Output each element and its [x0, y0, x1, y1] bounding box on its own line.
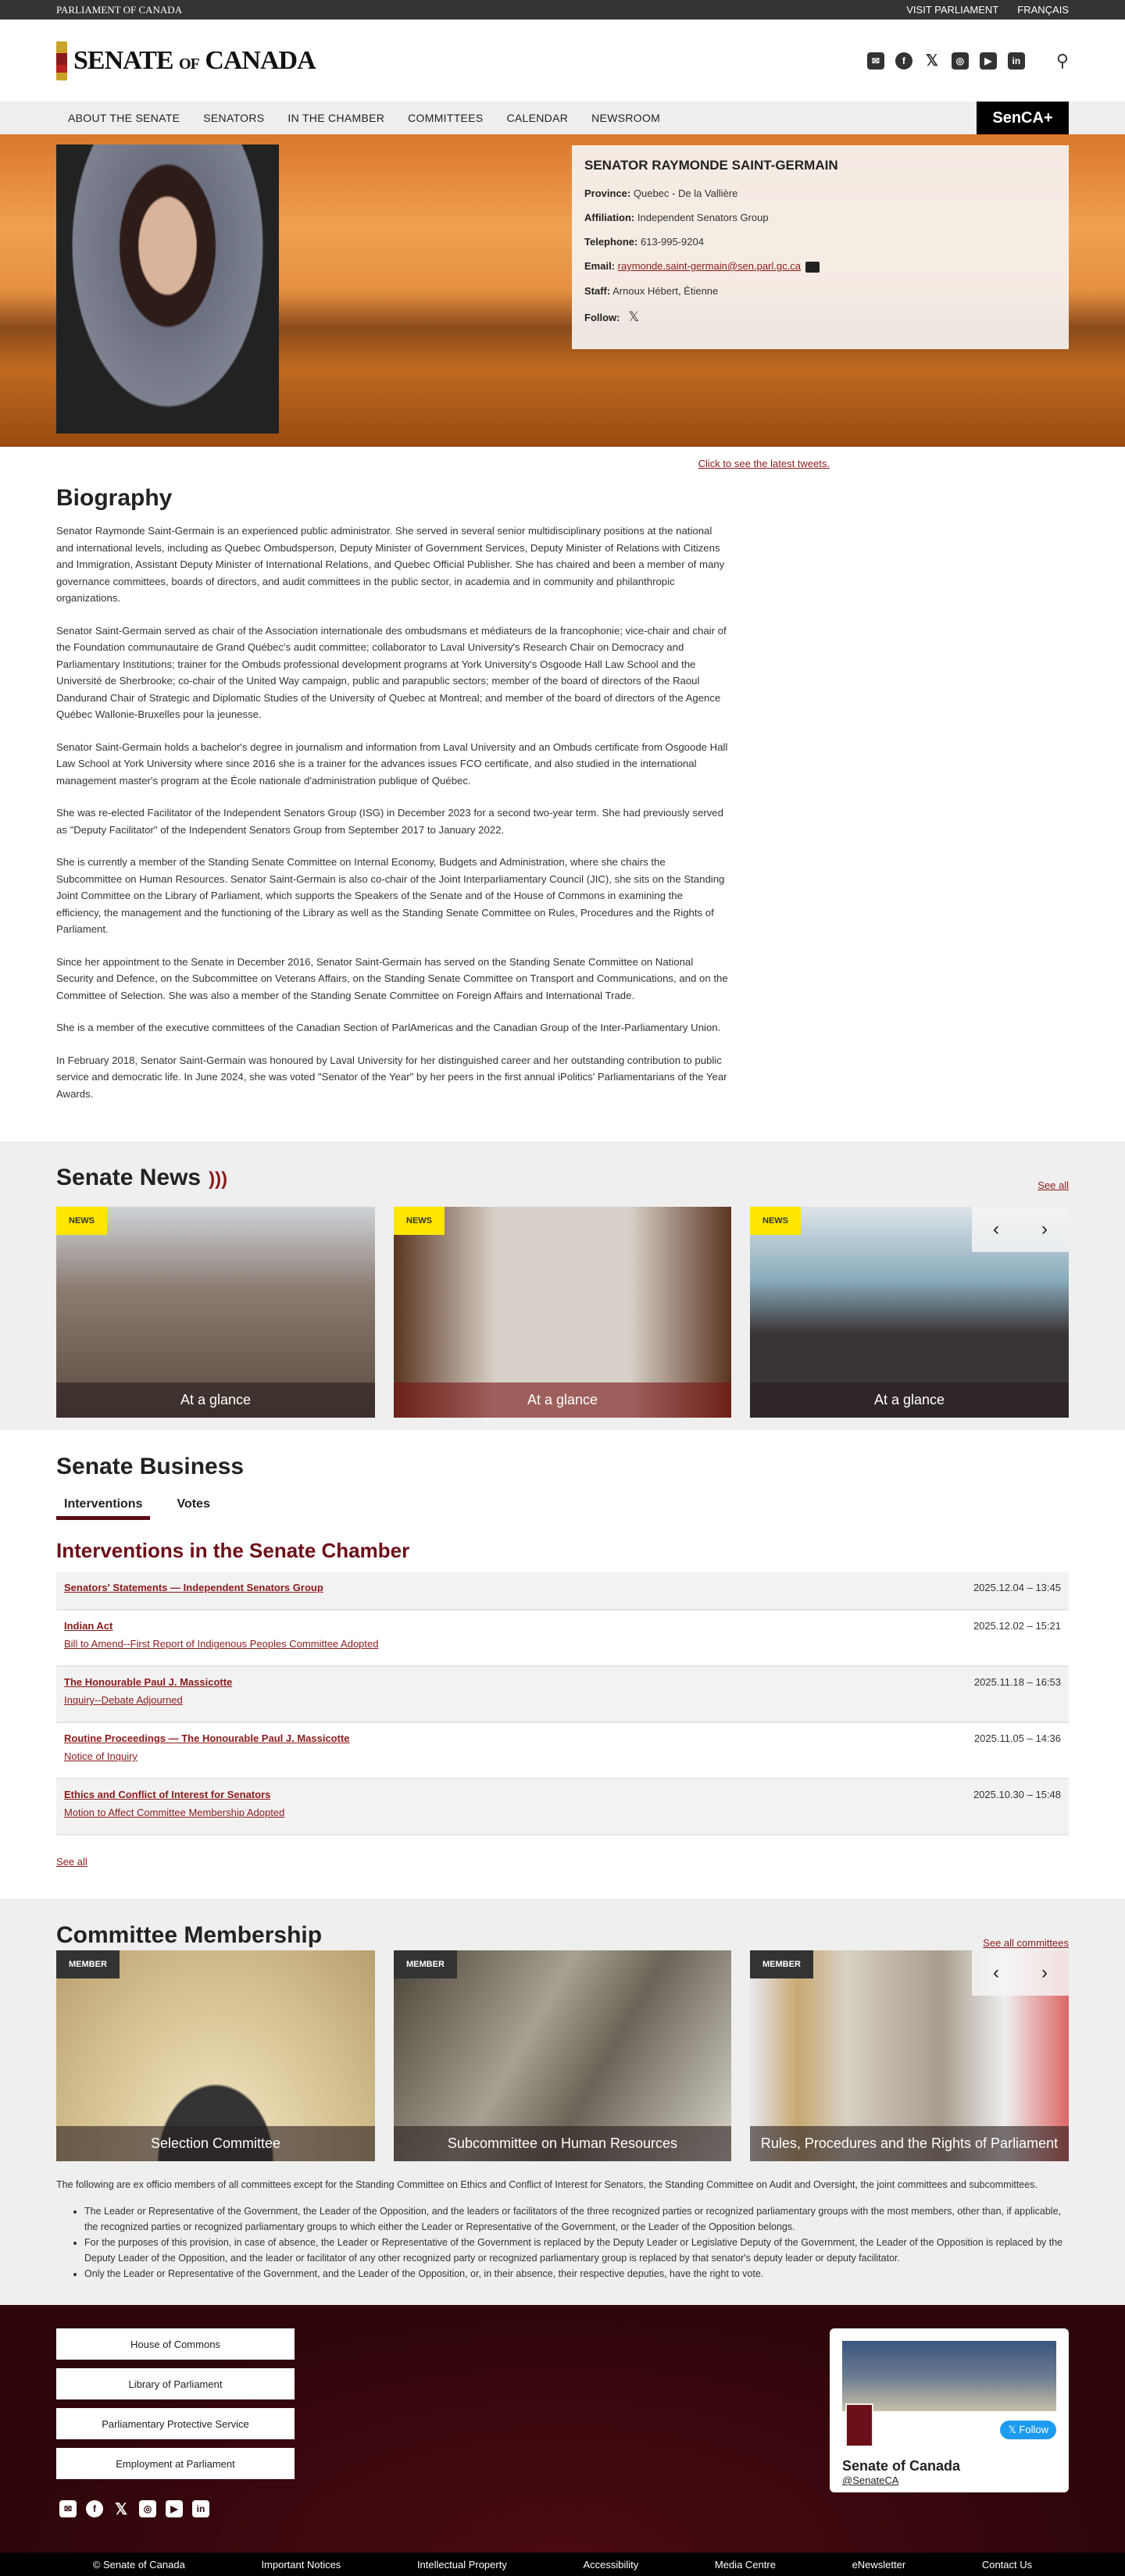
- footer-enewsletter[interactable]: eNewsletter: [852, 2558, 906, 2571]
- senca-button[interactable]: SenCA+: [977, 102, 1069, 134]
- interventions-list: [56, 1572, 1069, 1836]
- search-icon[interactable]: ⚲: [1055, 50, 1069, 70]
- interventions-title: Interventions in the Senate Chamber: [56, 1539, 410, 1562]
- nav-newsroom[interactable]: NEWSROOM: [591, 112, 661, 124]
- footer-accessibility[interactable]: Accessibility: [583, 2558, 639, 2571]
- committee-card[interactable]: [56, 1950, 375, 2161]
- intervention-date: 2025.11.05 – 14:36: [973, 1732, 1061, 1744]
- senate-logo[interactable]: [56, 41, 316, 80]
- bio-paragraph: Senator Raymonde Saint-Germain is an experienced public administrator. She served in several senior multidisciplinary positions at the national and international levels, including as Quebec Ombudsperson, Deputy Minister of Government Services, Deputy Minister of Relations with Citizens and Immigration, Assistant Deputy Minister of International Relations, and Quebec Official Publisher. She has chaired and been a member of many governance committees, boards of directors, and audit committees in the public sector, in academia and in community and philanthropic organizations.: [56, 525, 725, 604]
- social-links: [867, 51, 1069, 71]
- intervention-title[interactable]: Routine Proceedings — The Honourable Paul J. Massicotte: [64, 1732, 350, 1744]
- intervention-subtitle[interactable]: Inquiry--Debate Adjourned: [64, 1694, 183, 1706]
- carousel-next-button[interactable]: ›: [1041, 1218, 1048, 1240]
- logo-word-senate: SENATE: [73, 45, 173, 75]
- latest-tweets-link[interactable]: Click to see the latest tweets.: [698, 458, 830, 469]
- news-card[interactable]: [56, 1207, 375, 1418]
- news-caption: At a glance: [750, 1383, 1069, 1418]
- email-label: Email:: [584, 260, 616, 272]
- footer-link-house-of-commons[interactable]: House of Commons: [56, 2328, 295, 2360]
- news-card[interactable]: [394, 1207, 731, 1418]
- table-row: [56, 1723, 1069, 1779]
- senator-hero: [0, 134, 1125, 447]
- intervention-date: 2025.12.04 – 13:45: [973, 1582, 1061, 1593]
- intervention-subtitle[interactable]: Motion to Affect Committee Membership Adopted: [64, 1807, 285, 1818]
- footer-link-library[interactable]: Library of Parliament: [56, 2368, 295, 2399]
- member-badge: MEMBER: [56, 1950, 120, 1978]
- see-all-committees[interactable]: See all committees: [983, 1937, 1069, 1949]
- nav-about[interactable]: ABOUT THE SENATE: [68, 112, 180, 124]
- table-row: [56, 1667, 1069, 1723]
- member-badge: MEMBER: [394, 1950, 457, 1978]
- bio-paragraph: Senator Saint-Germain holds a bachelor's degree in journalism and information from Laval University and an Ombuds certificate from Osgoode Hall Law School at York University where since 2016 she is a trainer for the advances issues FCO certificate, and also studied in the international management master's program at the École nationale d'administration publique of Québec.: [56, 740, 728, 787]
- nav-chamber[interactable]: IN THE CHAMBER: [288, 112, 385, 124]
- follow-label: Follow:: [584, 311, 620, 323]
- ex-officio-bullet: • For the purposes of this provision, in case of absence, the Leader or Representative of the Government is replaced by the Deputy Leader or Legislative Deputy of the Government, the Leader of the Opposition is replaced by the Deputy Leader of the Opposition, and the leader or facilitator of any other recognized party or recognized parliamentary group is replaced by that senator's deputy leader or deputy facilitator.: [84, 2235, 1069, 2266]
- bio-paragraph: In February 2018, Senator Saint-Germain was honoured by Laval University for her distinguished career and her outstanding contribution to public service and democratic life. In June 2024, she was voted "Senator of the Year" by her peers in the first annual iPolitics' Parliamentarians of the Year Awards.: [56, 1054, 727, 1100]
- x-icon[interactable]: 𝕏: [628, 309, 640, 324]
- carousel-next-button[interactable]: ›: [1041, 1962, 1048, 1983]
- interventions-see-all[interactable]: See all: [56, 1856, 88, 1868]
- x-follow-button[interactable]: 𝕏 Follow: [1000, 2421, 1056, 2439]
- x-profile-name: Senate of Canada: [842, 2458, 961, 2474]
- ex-officio-bullet: • Only the Leader or Representative of the Government, and the Leader of the Opposition, or, in their absence, their respective deputies, have the right to vote.: [84, 2266, 1069, 2282]
- contact-card-icon[interactable]: [805, 262, 820, 273]
- parliament-link[interactable]: PARLIAMENT OF CANADA: [56, 3, 183, 16]
- tab-interventions[interactable]: Interventions: [56, 1497, 150, 1520]
- affiliation-label: Affiliation:: [584, 212, 635, 223]
- telephone-label: Telephone:: [584, 236, 638, 248]
- biography-title: Biography: [56, 485, 173, 511]
- footer-intellectual-property[interactable]: Intellectual Property: [416, 2558, 507, 2571]
- copyright: © Senate of Canada: [92, 2558, 185, 2571]
- logo-word-of: OF: [179, 55, 199, 73]
- staff-label: Staff:: [584, 284, 611, 297]
- intervention-title[interactable]: Indian Act: [64, 1620, 113, 1632]
- footer-media-centre[interactable]: Media Centre: [714, 2558, 776, 2571]
- facebook-icon[interactable]: f: [895, 52, 912, 70]
- table-row: [56, 1611, 1069, 1667]
- nav-calendar[interactable]: CALENDAR: [506, 112, 569, 124]
- crest-icon: [56, 41, 67, 80]
- site-footer: [0, 2305, 1125, 2553]
- x-profile-handle[interactable]: @SenateCA: [842, 2474, 899, 2486]
- province-value: Quebec - De la Vallière: [633, 187, 738, 199]
- parliament-topbar: [0, 0, 1125, 20]
- linkedin-icon[interactable]: in: [192, 2500, 209, 2517]
- nav-senators[interactable]: SENATORS: [203, 112, 265, 124]
- intervention-subtitle[interactable]: Notice of Inquiry: [64, 1750, 138, 1762]
- bio-paragraph: Senator Saint-Germain served as chair of the Association internationale des ombudsmans et médiateurs de la francophonie; vice-chair and chair of the Foundation communautaire de Grand Québec's audit committee; collaborator to Laval University's Research Chair on Democracy and Parliamentary Institutions; trainer for the Ombuds professional development programs at York University's Osgoode Hall Law School and the Université de Sherbrooke; co-chair of the United Way campaign, public and parapublic sectors; member of the board of directors of the Raoul Dandurand Chair of Strategic and Diplomatic Studies of the University of Quebec at Montreal; and member of the board of directors of the Agence Québec Wallonie-Bruxelles pour la jeunesse.: [56, 624, 727, 720]
- telephone-value: 613-995-9204: [641, 236, 704, 248]
- footer-important-notices[interactable]: Important Notices: [261, 2558, 341, 2571]
- staff-line: [584, 285, 1056, 297]
- instagram-icon[interactable]: ◎: [139, 2500, 156, 2517]
- news-card[interactable]: [750, 1207, 1069, 1418]
- ex-officio-intro: The following are ex officio members of all committees except for the Standing Committee on Ethics and Conflict of Interest for Senators, the Standing Committee on Audit and Oversight, the joint committees and subcommittees.: [56, 2179, 1038, 2190]
- x-avatar: [845, 2403, 873, 2447]
- committee-caption: Subcommittee on Human Resources: [394, 2126, 731, 2161]
- email-icon[interactable]: ✉: [867, 52, 884, 70]
- email-line: [584, 260, 1056, 273]
- senator-info-card: [572, 145, 1069, 349]
- intervention-title[interactable]: Ethics and Conflict of Interest for Senators: [64, 1789, 271, 1800]
- intervention-title[interactable]: The Honourable Paul J. Massicotte: [64, 1676, 233, 1688]
- telephone-line: [584, 236, 1056, 248]
- footer-bottom-bar: [0, 2553, 1125, 2576]
- linkedin-icon[interactable]: in: [1008, 52, 1025, 70]
- carousel-prev-button[interactable]: ‹: [993, 1218, 999, 1240]
- main-nav: [0, 102, 1125, 134]
- email-link[interactable]: raymonde.saint-germain@sen.parl.gc.ca: [617, 260, 801, 272]
- youtube-icon[interactable]: ▶: [980, 52, 997, 70]
- member-badge: MEMBER: [750, 1950, 813, 1978]
- business-title: Senate Business: [56, 1454, 245, 1479]
- bio-paragraph: She was re-elected Facilitator of the Independent Senators Group (ISG) in December 2023 for a second two-year term. She had previously served as "Deputy Facilitator" of the Independent Senators Group from September 2017 to January 2022.: [56, 807, 723, 836]
- visit-parliament-link[interactable]: VISIT PARLIAMENT: [906, 3, 999, 16]
- footer-link-protective-service[interactable]: Parliamentary Protective Service: [56, 2408, 295, 2439]
- senator-portrait: [56, 144, 279, 433]
- committee-card[interactable]: [750, 1950, 1069, 2161]
- news-caption: At a glance: [56, 1383, 375, 1418]
- news-section: [0, 1141, 1125, 1430]
- x-icon[interactable]: 𝕏: [925, 52, 938, 70]
- footer-contact-us[interactable]: Contact Us: [981, 2558, 1033, 2571]
- tab-votes[interactable]: Votes: [177, 1497, 210, 1511]
- follow-line: [584, 309, 1056, 325]
- bio-paragraph: She is currently a member of the Standing Senate Committee on Internal Economy, Budgets and Administration, where she chairs the Subcommittee on Human Resources. Senator Saint-Germain is also co-chair of the Joint Interparliamentary Council (JIC), she sits on the Standing Joint Committee on the Library of Parliament, which supports the Speakers of the Senate and of the House of Commons in examining the efficiency, the management and the functioning of the Library as well as the Standing Senate Committee on Rules, Procedures and the Rights of Parliament.: [56, 856, 725, 935]
- carousel-prev-button[interactable]: ‹: [993, 1962, 999, 1983]
- youtube-icon[interactable]: ▶: [166, 2500, 183, 2517]
- table-row: [56, 1572, 1069, 1611]
- province-line: [584, 187, 1056, 199]
- logo-word-canada: CANADA: [205, 45, 316, 75]
- news-caption: At a glance: [394, 1383, 731, 1418]
- x-banner-image: [842, 2341, 1056, 2411]
- table-row: [56, 1779, 1069, 1836]
- news-badge: NEWS: [394, 1207, 445, 1235]
- nav-committees[interactable]: COMMITTEES: [408, 112, 484, 124]
- news-badge: NEWS: [56, 1207, 107, 1235]
- ex-officio-bullet: • The Leader or Representative of the Government, the Leader of the Opposition, and the leaders or facilitators of the three recognized parties or recognized parliamentary groups with the most members, other than, if applicable, the recognized parties or recognized parliamentary groups to which either the Leader or Representative of the Government, or the Leader of the Opposition belongs.: [84, 2203, 1069, 2235]
- footer-link-employment[interactable]: Employment at Parliament: [56, 2448, 295, 2479]
- news-see-all[interactable]: See all: [1038, 1179, 1069, 1191]
- intervention-date: 2025.12.02 – 15:21: [973, 1620, 1061, 1632]
- intervention-date: 2025.10.30 – 15:48: [973, 1789, 1061, 1800]
- affiliation-value: Independent Senators Group: [637, 212, 769, 223]
- news-title: Senate News: [56, 1165, 202, 1190]
- committee-section: [0, 1899, 1125, 2305]
- x-profile-widget: [830, 2328, 1069, 2492]
- committee-caption: Selection Committee: [56, 2126, 375, 2161]
- affiliation-line: [584, 212, 1056, 223]
- bio-paragraph: She is a member of the executive committees of the Canadian Section of ParlAmericas and the Canadian Group of the Inter-Parliamentary Union.: [56, 1022, 721, 1033]
- senator-name: SENATOR RAYMONDE SAINT-GERMAIN: [584, 158, 838, 173]
- email-icon[interactable]: ✉: [59, 2500, 77, 2517]
- news-badge: NEWS: [750, 1207, 801, 1235]
- facebook-icon[interactable]: f: [86, 2500, 103, 2517]
- committee-title: Committee Membership: [56, 1922, 323, 1948]
- x-icon[interactable]: 𝕏: [114, 2500, 128, 2518]
- province-label: Province:: [584, 187, 631, 199]
- business-section: [0, 1430, 1125, 1899]
- intervention-date: 2025.11.18 – 16:53: [973, 1676, 1061, 1688]
- rss-icon[interactable]: ))): [209, 1168, 228, 1190]
- intervention-subtitle[interactable]: Bill to Amend--First Report of Indigenous Peoples Committee Adopted: [64, 1638, 379, 1650]
- site-header: [0, 20, 1125, 102]
- committee-card[interactable]: [394, 1950, 731, 2161]
- committee-caption: Rules, Procedures and the Rights of Parliament: [750, 2126, 1069, 2161]
- ex-officio-note: [56, 2177, 1069, 2282]
- intervention-title[interactable]: Senators' Statements — Independent Senators Group: [64, 1582, 323, 1593]
- biography-section: [56, 469, 1069, 1141]
- instagram-icon[interactable]: ◎: [952, 52, 969, 70]
- language-toggle[interactable]: FRANÇAIS: [1017, 3, 1069, 16]
- bio-paragraph: Since her appointment to the Senate in December 2016, Senator Saint-Germain has served on the Standing Senate Committee on National Security and Defence, on the Subcommittee on Veterans Affairs, on the Standing Senate Committee on Transport and Communications, and on the Committee of Selection. She was also a member of the Standing Senate Committee on Foreign Affairs and International Trade.: [56, 955, 728, 1001]
- staff-value: Arnoux Hébert, Étienne: [612, 284, 719, 297]
